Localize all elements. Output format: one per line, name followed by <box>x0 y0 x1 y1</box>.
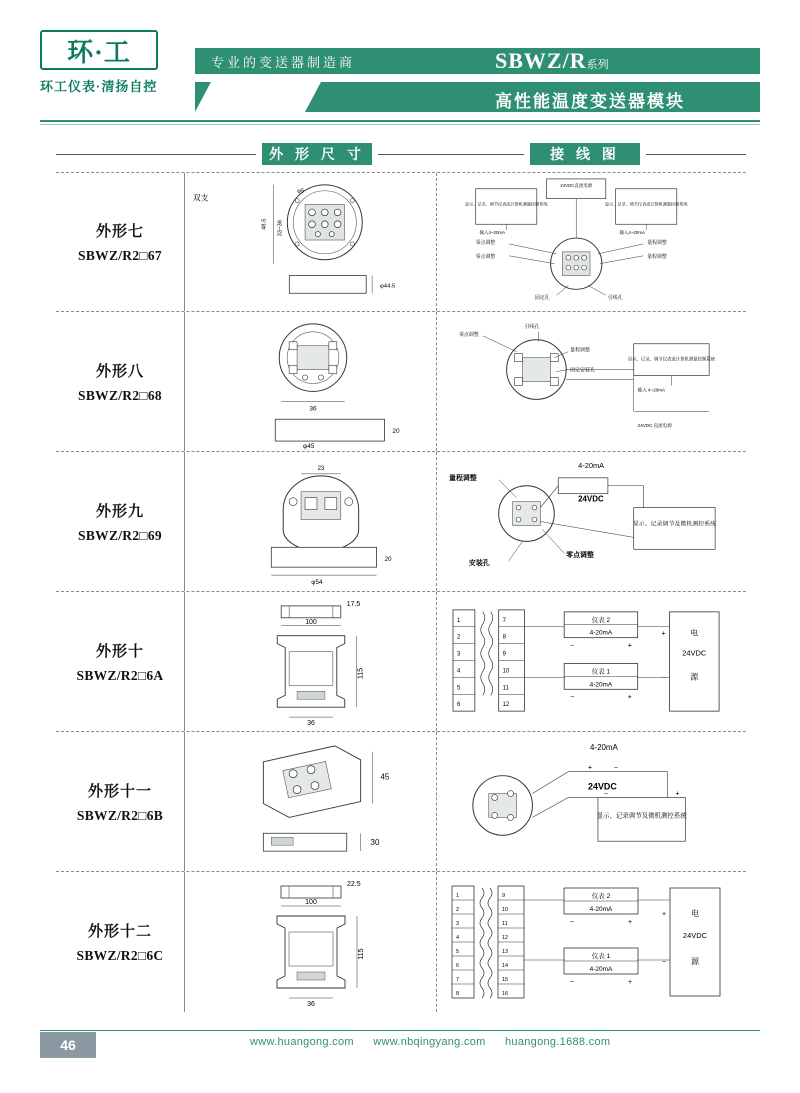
terminal-12: 12 <box>502 935 509 941</box>
wire-label-range: 量程调整 <box>570 348 590 354</box>
dimension-svg-10 <box>185 592 436 731</box>
page-number: 46 <box>40 1032 96 1058</box>
header-band-top <box>195 48 760 74</box>
footer-link-3[interactable]: huangong.1688.com <box>504 1036 611 1048</box>
sys-plus: + <box>675 790 680 798</box>
row-code: SBWZ/R2□6A <box>76 667 164 683</box>
dim-115: 115 <box>358 948 365 960</box>
wire-label-zero2: 量程调整 <box>647 254 667 260</box>
dim-30: 30 <box>370 838 380 848</box>
terminal-4: 4 <box>456 935 460 941</box>
dim-phi45: φ45 <box>303 443 315 451</box>
meter2-label: 仪表 2 <box>591 616 611 624</box>
page-header <box>0 0 800 120</box>
row-code: SBWZ/R2□6C <box>76 948 164 963</box>
spec-table <box>56 172 746 1024</box>
brand-logo <box>40 30 190 94</box>
dim-48-5: 48.5 <box>261 218 268 231</box>
polarity-plus-2: + <box>627 642 632 650</box>
row-label <box>56 592 184 731</box>
title-line-mid <box>378 154 524 155</box>
wire-label-input: 输入 4~20mA <box>637 387 666 393</box>
polarity-minus: − <box>613 764 618 772</box>
row-code: SBWZ/R2□68 <box>78 387 162 403</box>
wire-label-zero: 零点调整 <box>458 332 479 338</box>
polarity-minus-1: − <box>570 979 575 986</box>
power-label-24vdc: 24VDC <box>682 931 708 940</box>
dimension-svg-11 <box>185 732 436 871</box>
polarity-plus-1: + <box>627 694 632 702</box>
footer-link-1[interactable]: www.huangong.com <box>250 1036 354 1048</box>
wiring-diagram <box>438 312 746 451</box>
header-subtitle: 高性能温度变送器模块 <box>495 92 685 111</box>
row-name: 外形八 <box>95 362 144 380</box>
dim-115: 115 <box>357 667 365 679</box>
wire-label-range2: 量程调整 <box>647 240 667 246</box>
wire-label-leadhole: 引线孔 <box>607 296 623 302</box>
wiring-diagram <box>438 732 746 871</box>
polarity-minus-2: − <box>570 919 575 926</box>
dimension-svg-8 <box>185 312 436 451</box>
sys-minus: − <box>603 790 608 798</box>
header-series-suffix: 系列 <box>586 59 609 71</box>
meter1-range: 4-20mA <box>589 681 613 689</box>
terminal-5: 5 <box>456 949 460 955</box>
row-name: 外形十一 <box>87 782 152 800</box>
wiring-svg-11 <box>438 732 746 871</box>
dimension-drawing <box>185 452 436 591</box>
dimension-drawing <box>185 592 436 731</box>
dim-phi54: φ54 <box>311 579 323 587</box>
polarity-plus-2: + <box>628 919 633 926</box>
terminal-3: 3 <box>456 651 461 658</box>
wiring-svg-9 <box>438 452 746 591</box>
row-code: SBWZ/R2□6B <box>76 807 164 823</box>
wire-label-24vdc: 24VDC <box>588 781 617 792</box>
table-row <box>56 172 746 312</box>
dim-100: 100 <box>305 899 317 906</box>
meter2-range: 4-20mA <box>589 629 613 637</box>
row-name: 外形七 <box>95 223 144 240</box>
terminal-1: 1 <box>456 893 460 899</box>
row-code: SBWZ/R2□69 <box>78 527 162 543</box>
terminal-2: 2 <box>456 907 460 913</box>
meter1-range: 4-20mA <box>589 966 613 973</box>
dimension-drawing <box>185 312 436 451</box>
dim-36: 36 <box>307 720 315 728</box>
dim-phi44-5: φ44.5 <box>379 283 396 290</box>
wiring-svg-7 <box>438 173 746 311</box>
table-row <box>56 872 746 1012</box>
terminal-14: 14 <box>502 963 509 969</box>
header-rule <box>40 120 760 122</box>
wire-label-sys: 显示、记录、调节仪表或计算机测量控制系统 <box>627 356 716 362</box>
power-label-dian: 电 <box>690 628 699 638</box>
wire-label-sys2: 显示、记录、调节仪表或计算机测量控制系统 <box>604 201 688 207</box>
footer-rule <box>40 1030 760 1031</box>
wire-label-4-20ma: 4-20mA <box>578 460 605 470</box>
power-minus: − <box>662 959 667 966</box>
wire-label-input2: 输入4~20mA <box>619 230 646 236</box>
row-label <box>56 312 184 451</box>
wire-label-4-20ma: 4-20mA <box>590 742 618 752</box>
row-label <box>56 732 184 871</box>
wire-label-leadhole: 引线孔 <box>524 324 540 330</box>
wiring-diagram <box>438 173 746 311</box>
dim-36: 36 <box>307 1001 315 1008</box>
terminal-15: 15 <box>502 977 509 983</box>
dim-note-double: 双支 <box>192 193 209 203</box>
terminal-8: 8 <box>502 634 506 641</box>
title-line-left <box>56 154 256 155</box>
polarity-plus-1: + <box>628 979 633 986</box>
logo-mark <box>40 30 158 70</box>
title-line-right <box>646 154 746 155</box>
meter1-label: 仪表 1 <box>591 953 611 960</box>
header-band-notch <box>195 82 321 112</box>
terminal-4: 4 <box>456 668 461 675</box>
terminal-13: 13 <box>502 949 509 955</box>
wire-label-mounthole: 固定安装孔 <box>570 368 595 374</box>
row-label <box>56 872 184 1012</box>
terminal-8: 8 <box>456 991 460 997</box>
dim-17-5: 17.5 <box>346 600 361 608</box>
wire-label-range: 量程调整 <box>449 474 477 482</box>
power-label-yuan: 源 <box>691 957 699 966</box>
power-plus: + <box>662 911 667 918</box>
power-label-dian: 电 <box>691 909 699 918</box>
meter1-label: 仪表 1 <box>591 668 611 676</box>
wire-label-24vdc: 24VDC 直流电源 <box>637 423 672 429</box>
header-rule-thin <box>40 124 760 125</box>
footer-link-2[interactable]: www.nbqingyang.com <box>373 1036 486 1048</box>
power-minus: − <box>661 674 666 682</box>
dimension-svg-9 <box>185 452 436 591</box>
dim-36: 36 <box>309 405 317 413</box>
terminal-5: 5 <box>456 685 461 692</box>
dimension-svg-12 <box>185 872 436 1012</box>
wire-label-mounthole: 安装孔 <box>468 560 490 568</box>
wire-label-sys: 显示、记录调节及微机测控系统 <box>632 521 716 528</box>
terminal-9: 9 <box>502 893 506 899</box>
wire-label-24vdc: 24VDC <box>578 494 604 504</box>
terminal-7: 7 <box>502 617 506 624</box>
dim-phi5: φ5 <box>297 188 305 195</box>
dimension-drawing <box>185 732 436 871</box>
logo-tagline: 环工仪表·清扬自控 <box>40 79 158 94</box>
wire-label-sys1: 显示、记录、调节仪表或计算机测量控制系统 <box>464 201 548 207</box>
wire-label-input1: 输入4~20mA <box>479 230 506 236</box>
dim-20: 20 <box>384 556 392 564</box>
row-label <box>56 452 184 591</box>
column-title-dimensions: 外 形 尺 寸 <box>262 143 372 165</box>
terminal-6: 6 <box>456 702 461 709</box>
dim-33-36: 33~36 <box>277 219 284 237</box>
row-name: 外形十二 <box>87 923 152 940</box>
dim-22-5: 22.5 <box>347 881 361 888</box>
wiring-diagram <box>438 872 746 1012</box>
meter2-range: 4-20mA <box>589 906 613 913</box>
terminal-1: 1 <box>456 617 461 624</box>
meter2-label: 仪表 2 <box>591 893 611 900</box>
wire-label-range1: 零点调整 <box>475 240 496 246</box>
polarity-minus-2: − <box>570 642 575 650</box>
terminal-11: 11 <box>502 685 509 692</box>
header-series-main: SBWZ/R <box>495 48 587 73</box>
wire-label-zero1: 零点调整 <box>475 254 496 260</box>
row-name: 外形九 <box>95 502 144 520</box>
dim-45: 45 <box>380 772 390 782</box>
wiring-diagram <box>438 452 746 591</box>
dim-20: 20 <box>392 428 400 436</box>
wiring-diagram <box>438 592 746 731</box>
dimension-drawing <box>185 173 436 311</box>
row-name: 外形十 <box>95 642 144 660</box>
row-label <box>56 173 184 311</box>
terminal-11: 11 <box>502 921 508 927</box>
power-plus: + <box>661 630 666 638</box>
table-row <box>56 452 746 592</box>
table-row <box>56 732 746 872</box>
terminal-9: 9 <box>502 651 506 658</box>
wiring-svg-12 <box>438 872 746 1012</box>
terminal-16: 16 <box>502 991 509 997</box>
polarity-plus: + <box>588 764 593 772</box>
table-row <box>56 592 746 732</box>
terminal-10: 10 <box>502 907 509 913</box>
polarity-minus-1: − <box>570 694 575 702</box>
wire-label-24vdc: 24VDC直流电源 <box>560 182 593 188</box>
wire-label-sys: 显示、记录调节及微机测控系统 <box>596 812 687 820</box>
terminal-7: 7 <box>456 977 460 983</box>
dimension-drawing <box>185 872 436 1012</box>
dimension-svg-7 <box>185 173 436 311</box>
terminal-2: 2 <box>456 634 461 641</box>
row-code: SBWZ/R2□67 <box>78 248 162 263</box>
power-label-24vdc: 24VDC <box>682 648 707 658</box>
wire-label-fixhole: 固定孔 <box>534 296 550 302</box>
wire-label-zero: 零点调整 <box>566 552 594 560</box>
header-series <box>495 48 609 74</box>
wiring-svg-8 <box>438 312 746 451</box>
header-slogan: 专业的变送器制造商 <box>211 55 356 70</box>
terminal-12: 12 <box>502 702 510 709</box>
terminal-3: 3 <box>456 921 460 927</box>
terminal-10: 10 <box>502 668 510 675</box>
dim-23: 23 <box>317 465 325 472</box>
column-title-wiring: 接 线 图 <box>530 143 640 165</box>
power-label-yuan: 源 <box>690 672 699 682</box>
table-row <box>56 312 746 452</box>
wiring-svg-10 <box>438 592 746 731</box>
dim-100: 100 <box>305 618 317 626</box>
terminal-6: 6 <box>456 963 460 969</box>
footer-links <box>250 1036 750 1048</box>
logo-text: 环·工 <box>67 37 131 67</box>
